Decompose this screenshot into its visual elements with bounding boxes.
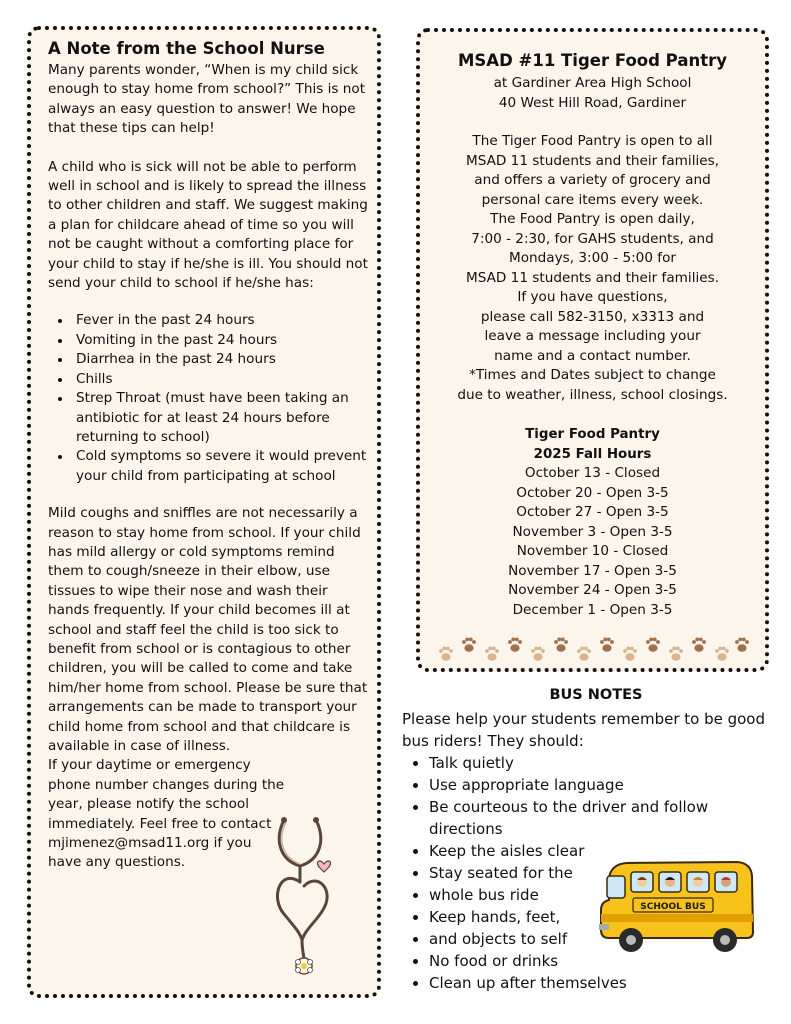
- hours-item: December 1 - Open 3-5: [512, 601, 673, 618]
- hours-item: October 13 - Closed: [524, 465, 661, 481]
- bus-rule: • Clean up after themselves: [429, 972, 782, 994]
- paw-print-icon: [623, 647, 637, 661]
- food-pantry-box: [416, 28, 769, 672]
- hours-item: November 17 - Open 3-5: [508, 562, 677, 579]
- pantry-line: The Food Pantry is open daily,: [490, 211, 695, 227]
- nurse-contact: If your daytime or emergency phone number changes during the year, please notify the school immediately. Feel free to contact mjimenez@msad11.org if you have any questions.: [48, 757, 285, 871]
- pantry-line: personal care items every week.: [481, 191, 704, 208]
- paw-print-icon: [600, 638, 614, 652]
- hours-item: November 10 - Closed: [516, 543, 669, 559]
- paw-print-icon: [439, 647, 453, 661]
- nurse-paragraph-mild: Mild coughs and sniffles are not necessarily a reason to stay home from school. If your child has mild allergy or cold symptoms remind them to cough/sneeze in their elbow, use tissues to wipe their nose and wash their hands frequently. If your child becomes ill at school and staff feel the child is too sick to benefit from school or is contagious to other children, you will be called to come and take him/her home from school. Please be sure that arrangements can be made to transport your child home from school and that childcare is available in case of illness.: [48, 505, 368, 754]
- pantry-line: If you have questions,: [517, 289, 668, 305]
- pantry-description: [420, 132, 765, 405]
- paw-print-icon: [692, 638, 706, 652]
- bus-notes-intro: Please help your students remember to be good bus riders! They should:: [402, 710, 766, 750]
- bus-rule: • Keep hands, feet,: [429, 906, 782, 928]
- bus-sign-text: SCHOOL BUS: [640, 902, 706, 912]
- bus-rule: • Be courteous to the driver and follow directions: [429, 796, 782, 840]
- bus-rule: • Keep the aisles clear: [429, 840, 782, 862]
- paw-print-icon: [735, 638, 749, 652]
- pantry-line: due to weather, illness, school closings.: [457, 386, 728, 403]
- school-bus-icon: [597, 858, 757, 954]
- hours-title: [420, 425, 765, 464]
- nurse-paragraph-sick: A child who is sick will not be able to perform well in school and is likely to spread the illness to other children and staff. We suggest making a plan for childcare ahead of time so you will not be caught without a comforting place for your child to stay if he/she is ill. You should not send your child to school if he/she has:: [48, 158, 368, 292]
- bus-rule: • and objects to self: [429, 928, 782, 950]
- symptom-item: • Strep Throat (must have been taking an antibiotic for at least 24 hours before returning to school): [72, 389, 370, 447]
- paw-print-icon: [531, 647, 545, 661]
- paw-print-icon: [508, 638, 522, 652]
- hours-list: [420, 464, 765, 620]
- pantry-line: The Tiger Food Pantry is open to all: [472, 133, 713, 149]
- symptom-item: • Fever in the past 24 hours: [72, 311, 370, 330]
- hours-title-line: Tiger Food Pantry: [525, 427, 660, 442]
- pantry-title: MSAD #11 Tiger Food Pantry: [458, 51, 727, 70]
- bus-notes-title: BUS NOTES: [549, 687, 643, 703]
- symptom-item: • Diarrhea in the past 24 hours: [72, 350, 370, 369]
- bus-rule: • Stay seated for the: [429, 862, 782, 884]
- pantry-line: name and a contact number.: [494, 347, 691, 364]
- paw-prints-border: [436, 634, 752, 664]
- paw-print-icon: [577, 647, 591, 661]
- pantry-line: please call 582-3150, x3313 and: [480, 308, 705, 325]
- bus-rule: • No food or drinks: [429, 950, 782, 972]
- symptom-list: [48, 311, 370, 486]
- nurse-note-title: A Note from the School Nurse: [48, 39, 325, 58]
- pantry-line: and offers a variety of grocery and: [474, 172, 711, 188]
- pantry-location-school: at Gardiner Area High School: [493, 75, 692, 91]
- bus-rule: • whole bus ride: [429, 884, 782, 906]
- pantry-line: leave a message including your: [484, 328, 701, 344]
- paw-print-icon: [485, 647, 499, 661]
- pantry-line: MSAD 11 students and their families,: [465, 152, 720, 169]
- paw-print-icon: [462, 638, 476, 652]
- symptom-item: • Vomiting in the past 24 hours: [72, 331, 370, 350]
- symptom-item: • Chills: [72, 370, 370, 389]
- hours-item: November 3 - Open 3-5: [512, 523, 673, 540]
- paw-print-icon: [554, 638, 568, 652]
- hours-item: October 27 - Open 3-5: [516, 504, 669, 520]
- paw-print-icon: [715, 647, 729, 661]
- pantry-line: 7:00 - 2:30, for GAHS students, and: [471, 230, 714, 247]
- hours-item: November 24 - Open 3-5: [508, 582, 677, 598]
- pantry-location-address: 40 West Hill Road, Gardiner: [498, 94, 687, 111]
- bus-rule: • Use appropriate language: [429, 774, 782, 796]
- nurse-intro: Many parents wonder, “When is my child sick enough to stay home from school?” This is not always an easy question to answer! We hope that these tips can help!: [48, 62, 366, 137]
- pantry-line: MSAD 11 students and their families.: [465, 269, 720, 286]
- bus-rule: • Talk quietly: [429, 752, 782, 774]
- symptom-item: • Cold symptoms so severe it would prevent your child from participating at school: [72, 447, 370, 486]
- stethoscope-icon: [270, 810, 340, 978]
- paw-print-icon: [669, 647, 683, 661]
- pantry-line: Mondays, 3:00 - 5:00 for: [508, 250, 676, 266]
- hours-title-line: 2025 Fall Hours: [533, 446, 652, 462]
- paw-print-icon: [646, 638, 660, 652]
- pantry-line: *Times and Dates subject to change: [469, 367, 716, 383]
- hours-item: October 20 - Open 3-5: [516, 484, 669, 501]
